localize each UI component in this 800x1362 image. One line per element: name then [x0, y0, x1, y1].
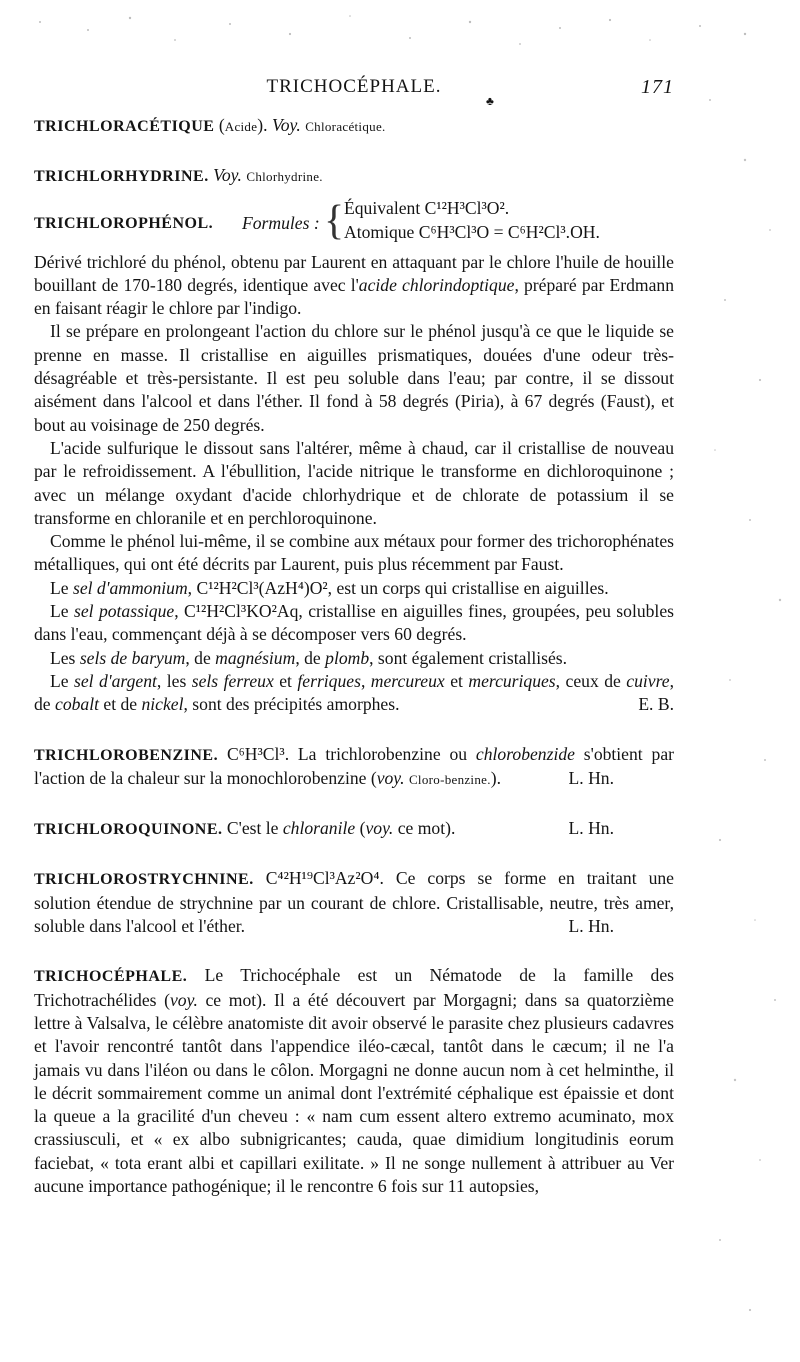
paragraph — [34, 647, 674, 670]
text-run: Il se prépare en prolongeant l'action du chlore sur le phénol jusqu'à ce que le liquide se prenne en masse. Il cristallise en aiguilles prismatiques, douées d'une odeur très-désagréable et très-persistante. Il est peu soluble dans l'eau; par contre, il se dissout aisément dans l'alcool et dans l'éther. Il fond à 58 degrés (Piria), à 67 degrés (Faust), et bout au voisinage de 250 degrés. — [34, 321, 674, 435]
running-title: TRICHOCÉPHALE. — [266, 76, 442, 97]
text-run: Le — [50, 601, 74, 622]
author-signature: L. Hn. — [568, 818, 614, 839]
brace-glyph: { — [324, 197, 345, 244]
text-run: C⁶H³Cl³. La trichlorobenzine ou — [218, 743, 476, 764]
author-signature: L. Hn. — [568, 767, 614, 788]
text-run: et — [273, 670, 298, 691]
text-run: Les — [50, 647, 80, 668]
small-caps-run: Cloro-benzine. — [408, 771, 491, 787]
page-number: 171 — [641, 76, 674, 98]
entry-heading: TRICHLOROPHÉNOL. — [34, 214, 214, 232]
text-run: ( — [214, 115, 225, 135]
text-run: , de — [185, 647, 216, 668]
text-run: , sont des précipités amorphes. — [183, 694, 400, 715]
entry-heading: TRICHLORHYDRINE. — [34, 168, 209, 186]
italic-run: sels de baryum — [79, 647, 186, 668]
text-run: Le Trichocéphale est un Nématode de la famille des Trichotrachélides ( — [34, 965, 674, 1010]
italic-run: Voy. — [271, 115, 301, 135]
text-run: , sont également cristallisés. — [369, 647, 568, 668]
entry-heading: TRICHOCÉPHALE. — [34, 968, 188, 986]
text-run: Dérivé trichloré du phénol, obtenu par Laurent en attaquant par le chlore l'huile de houille bouillant de 170-180 degrés, identique avec l' — [34, 251, 674, 295]
author-signature: L. Hn. — [568, 916, 614, 937]
italic-run: acide chlorindoptique — [358, 274, 515, 295]
paragraph — [34, 437, 674, 530]
small-caps-run: Chloracétique. — [305, 119, 386, 134]
entry-trichlorophenol — [34, 197, 674, 717]
scan-speckle-top — [0, 0, 800, 70]
italic-run: mercuriques — [468, 670, 556, 691]
scan-speckle-margin — [690, 0, 800, 1362]
italic-run: magnésium — [215, 647, 296, 668]
entry-text — [223, 818, 456, 838]
italic-run: plomb — [325, 647, 370, 668]
text-run: ( — [355, 818, 366, 839]
text-run: , les — [156, 670, 192, 691]
italic-run: chloranile — [282, 818, 356, 839]
italic-run: voy. — [365, 818, 394, 839]
text-run: ). — [257, 115, 272, 135]
italic-run: sels ferreux — [191, 670, 274, 691]
entry-heading: TRICHLORACÉTIQUE — [34, 118, 215, 135]
entry-trichlorhydrine — [34, 164, 674, 188]
text-run: Le — [50, 670, 75, 691]
italic-run: cuivre — [626, 670, 670, 691]
page-body — [34, 74, 674, 1198]
paragraph — [34, 577, 674, 600]
entry-trichlorostrychnine — [34, 867, 674, 938]
text-run: s'obtient par l'action de la chaleur sur la monochlorobenzine ( — [34, 743, 674, 788]
entry-text — [34, 965, 674, 1196]
formula-atomic: Atomique C⁶H³Cl³O = C⁶H²Cl³.OH. — [344, 221, 600, 242]
paragraph — [34, 600, 674, 647]
entry-heading: TRICHLOROSTRYCHNINE. — [34, 871, 254, 889]
italic-run: cobalt — [55, 694, 99, 715]
entry-heading: TRICHLOROBENZINE. — [34, 746, 219, 764]
text-run: , ceux de — [555, 670, 627, 691]
formula-label: Formules : — [242, 212, 320, 233]
paragraph — [34, 251, 674, 321]
author-signature: E. B. — [638, 694, 674, 715]
entry-heading: TRICHLOROQUINONE. — [34, 821, 223, 839]
text-run: ce mot). — [393, 818, 456, 839]
text-run: ). — [490, 767, 502, 788]
text-run: Le — [50, 577, 73, 598]
italic-run: nickel — [141, 694, 184, 715]
entry-trichloracetique — [34, 114, 674, 138]
text-run: , de — [34, 670, 674, 715]
italic-run: Voy. — [213, 165, 242, 186]
paragraph — [34, 320, 674, 436]
italic-run: ferriques — [297, 670, 361, 691]
paragraph — [34, 530, 674, 577]
italic-run: sel d'argent — [74, 670, 157, 691]
entry-text — [214, 115, 385, 135]
running-header — [34, 74, 674, 114]
entry-trichocephale — [34, 964, 674, 1198]
italic-run: sel potassique — [73, 601, 175, 622]
italic-run: mercureux — [370, 670, 445, 691]
small-caps-run: Chlorhydrine. — [246, 169, 323, 185]
text-run: Comme le phénol lui-même, il se combine aux métaux pour former des trichorophénates métalliques, qui ont été décrits par Laurent, puis plus récemment par Faust. — [34, 531, 674, 575]
formula-equivalent: Équivalent C¹²H³Cl³O². — [344, 197, 510, 218]
text-run: et de — [99, 694, 142, 715]
text-run: , de — [295, 647, 326, 668]
italic-run: voy. — [376, 767, 405, 788]
text-run: , C¹²H²Cl³(AzH⁴)O², est un corps qui cristallise en aiguilles. — [187, 577, 609, 598]
small-caps-run: Acide — [224, 119, 258, 134]
entry-text — [209, 165, 323, 185]
text-run: L'acide sulfurique le dissout sans l'altérer, même à chaud, car il cristallise de nouveau par le refroidissement. A l'ébullition, l'acide nitrique le transforme en dichloroquinone ; avec un mélange oxydant d'acide chlorhydrique et de chlorate de potassium il se transforme en chloranile et en perchloroquinone. — [34, 437, 674, 528]
text-run: C⁴²H¹⁹Cl³Az²O⁴. Ce corps se forme en traitant une solution étendue de strychnine par un courant de chlore. Cristallisable, neutre, très amer, soluble dans l'alcool et l'éther. — [34, 868, 674, 937]
text-run: , préparé par Erdmann en faisant réagir le chlore par l'indigo. — [34, 274, 674, 319]
entry-trichlorobenzine — [34, 743, 674, 792]
entry-trichloroquinone — [34, 817, 674, 841]
text-run: C'est le — [222, 818, 283, 839]
text-run: , C¹²H²Cl³KO²Aq, cristallise en aiguilles fines, groupées, peu solubles dans l'eau, commençant déjà à se décomposer vers 60 degrés. — [34, 601, 674, 645]
text-run: ce mot). Il a été découvert par Morgagni; dans sa quatorzième lettre à Valsalva, le célèbre anatomiste dit avoir observé le parasite chez plusieurs cadavres et l'avoir rencontré tantôt dans l'appendice iléo-cæcal, tantôt dans le cæcum; il ne l'a jamais vu dans l'iléon ou dans le côlon. Morgagni ne donne aucun nom à cet helminthe, il le décrit sommairement comme un animal dont l'extrémité céphalique est épaissie et dont la queue a la gracilité d'un cheveu : « nam cum essent altero extremo acuminato, mox crassiusculi, et « ex albo subnigricantes; cauda, quae dimidium longitudinis eorum faciebat, « tota erant albi et capillari exilitate. » Il ne songe nullement à attribuer au Ver aucune importance pathogénique; il le rencontre 6 fois sur 11 autopsies, — [34, 989, 674, 1196]
paragraph — [34, 670, 674, 717]
italic-run: voy. — [170, 989, 198, 1010]
printer-mark: ♣ — [486, 94, 495, 108]
italic-run: chlorobenzide — [475, 743, 575, 764]
italic-run: sel d'ammonium — [72, 577, 188, 598]
text-run: , — [360, 670, 371, 691]
formula-block — [34, 197, 674, 251]
text-run: et — [444, 670, 469, 691]
